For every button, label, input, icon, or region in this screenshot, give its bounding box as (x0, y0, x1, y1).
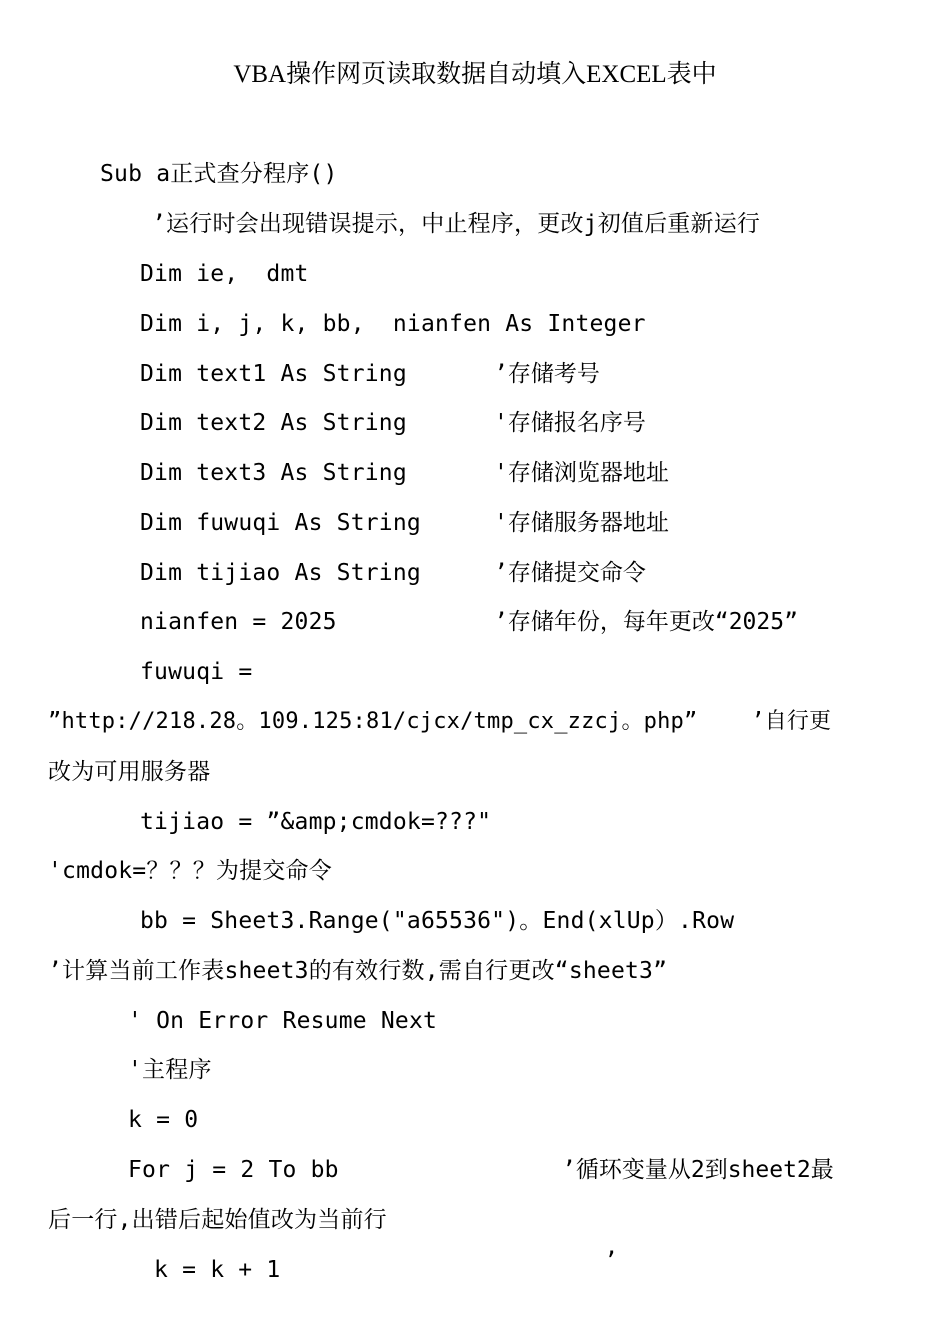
code-line-assign: nianfen = 2025 (140, 609, 337, 635)
code-line-comment: ’计算当前工作表sheet3的有效行数,需自行更改“sheet3” (48, 958, 668, 984)
code-line-comment: '主程序 (128, 1057, 212, 1083)
code-line-continuation: 后一行,出错后起始值改为当前行 (48, 1207, 387, 1233)
code-line-for: For j = 2 To bb (128, 1157, 339, 1183)
code-comment: ’存储年份，每年更改“2025” (494, 609, 798, 635)
code-comment: ’ (604, 1248, 618, 1274)
code-line-dim: Dim text2 As String (140, 410, 407, 436)
code-comment: '存储报名序号 (494, 410, 646, 436)
code-comment: ’存储考号 (494, 361, 600, 387)
code-line-sub: Sub a正式查分程序() (100, 161, 338, 187)
code-line-dim: Dim tijiao As String (140, 560, 421, 586)
code-comment: '存储浏览器地址 (494, 460, 669, 486)
document-title: VBA操作网页读取数据自动填入EXCEL表中 (233, 61, 717, 88)
code-comment: ’存储提交命令 (494, 560, 646, 586)
code-line-comment: ’运行时会出现错误提示，中止程序，更改j初值后重新运行 (152, 211, 761, 237)
code-line-continuation: 改为可用服务器 (48, 759, 211, 785)
code-line-dim: Dim fuwuqi As String (140, 510, 421, 536)
code-line-comment: 'cmdok=？？？为提交命令 (48, 858, 332, 884)
code-line-assign: fuwuqi = (140, 659, 253, 685)
code-line-comment: ' On Error Resume Next (128, 1008, 438, 1034)
code-line-assign: k = k + 1 (154, 1257, 281, 1283)
code-line-dim: Dim text3 As String (140, 460, 407, 486)
code-line-assign: tijiao = ”&amp;cmdok=???" (140, 809, 492, 835)
code-line-url: ”http://218.28。109.125:81/cjcx/tmp_cx_zzcj。php” ’自行更 (48, 709, 832, 734)
code-line-assign: k = 0 (128, 1107, 199, 1133)
code-line-dim: Dim i, j, k, bb, nianfen As Integer (140, 311, 646, 337)
code-comment: '存储服务器地址 (494, 510, 669, 536)
code-line-dim: Dim text1 As String (140, 361, 407, 387)
code-line-assign: bb = Sheet3.Range("a65536")。End(xlUp）.Row (140, 908, 735, 934)
code-comment: ’循环变量从2到sheet2最 (562, 1157, 834, 1183)
code-line-dim: Dim ie, dmt (140, 261, 309, 287)
